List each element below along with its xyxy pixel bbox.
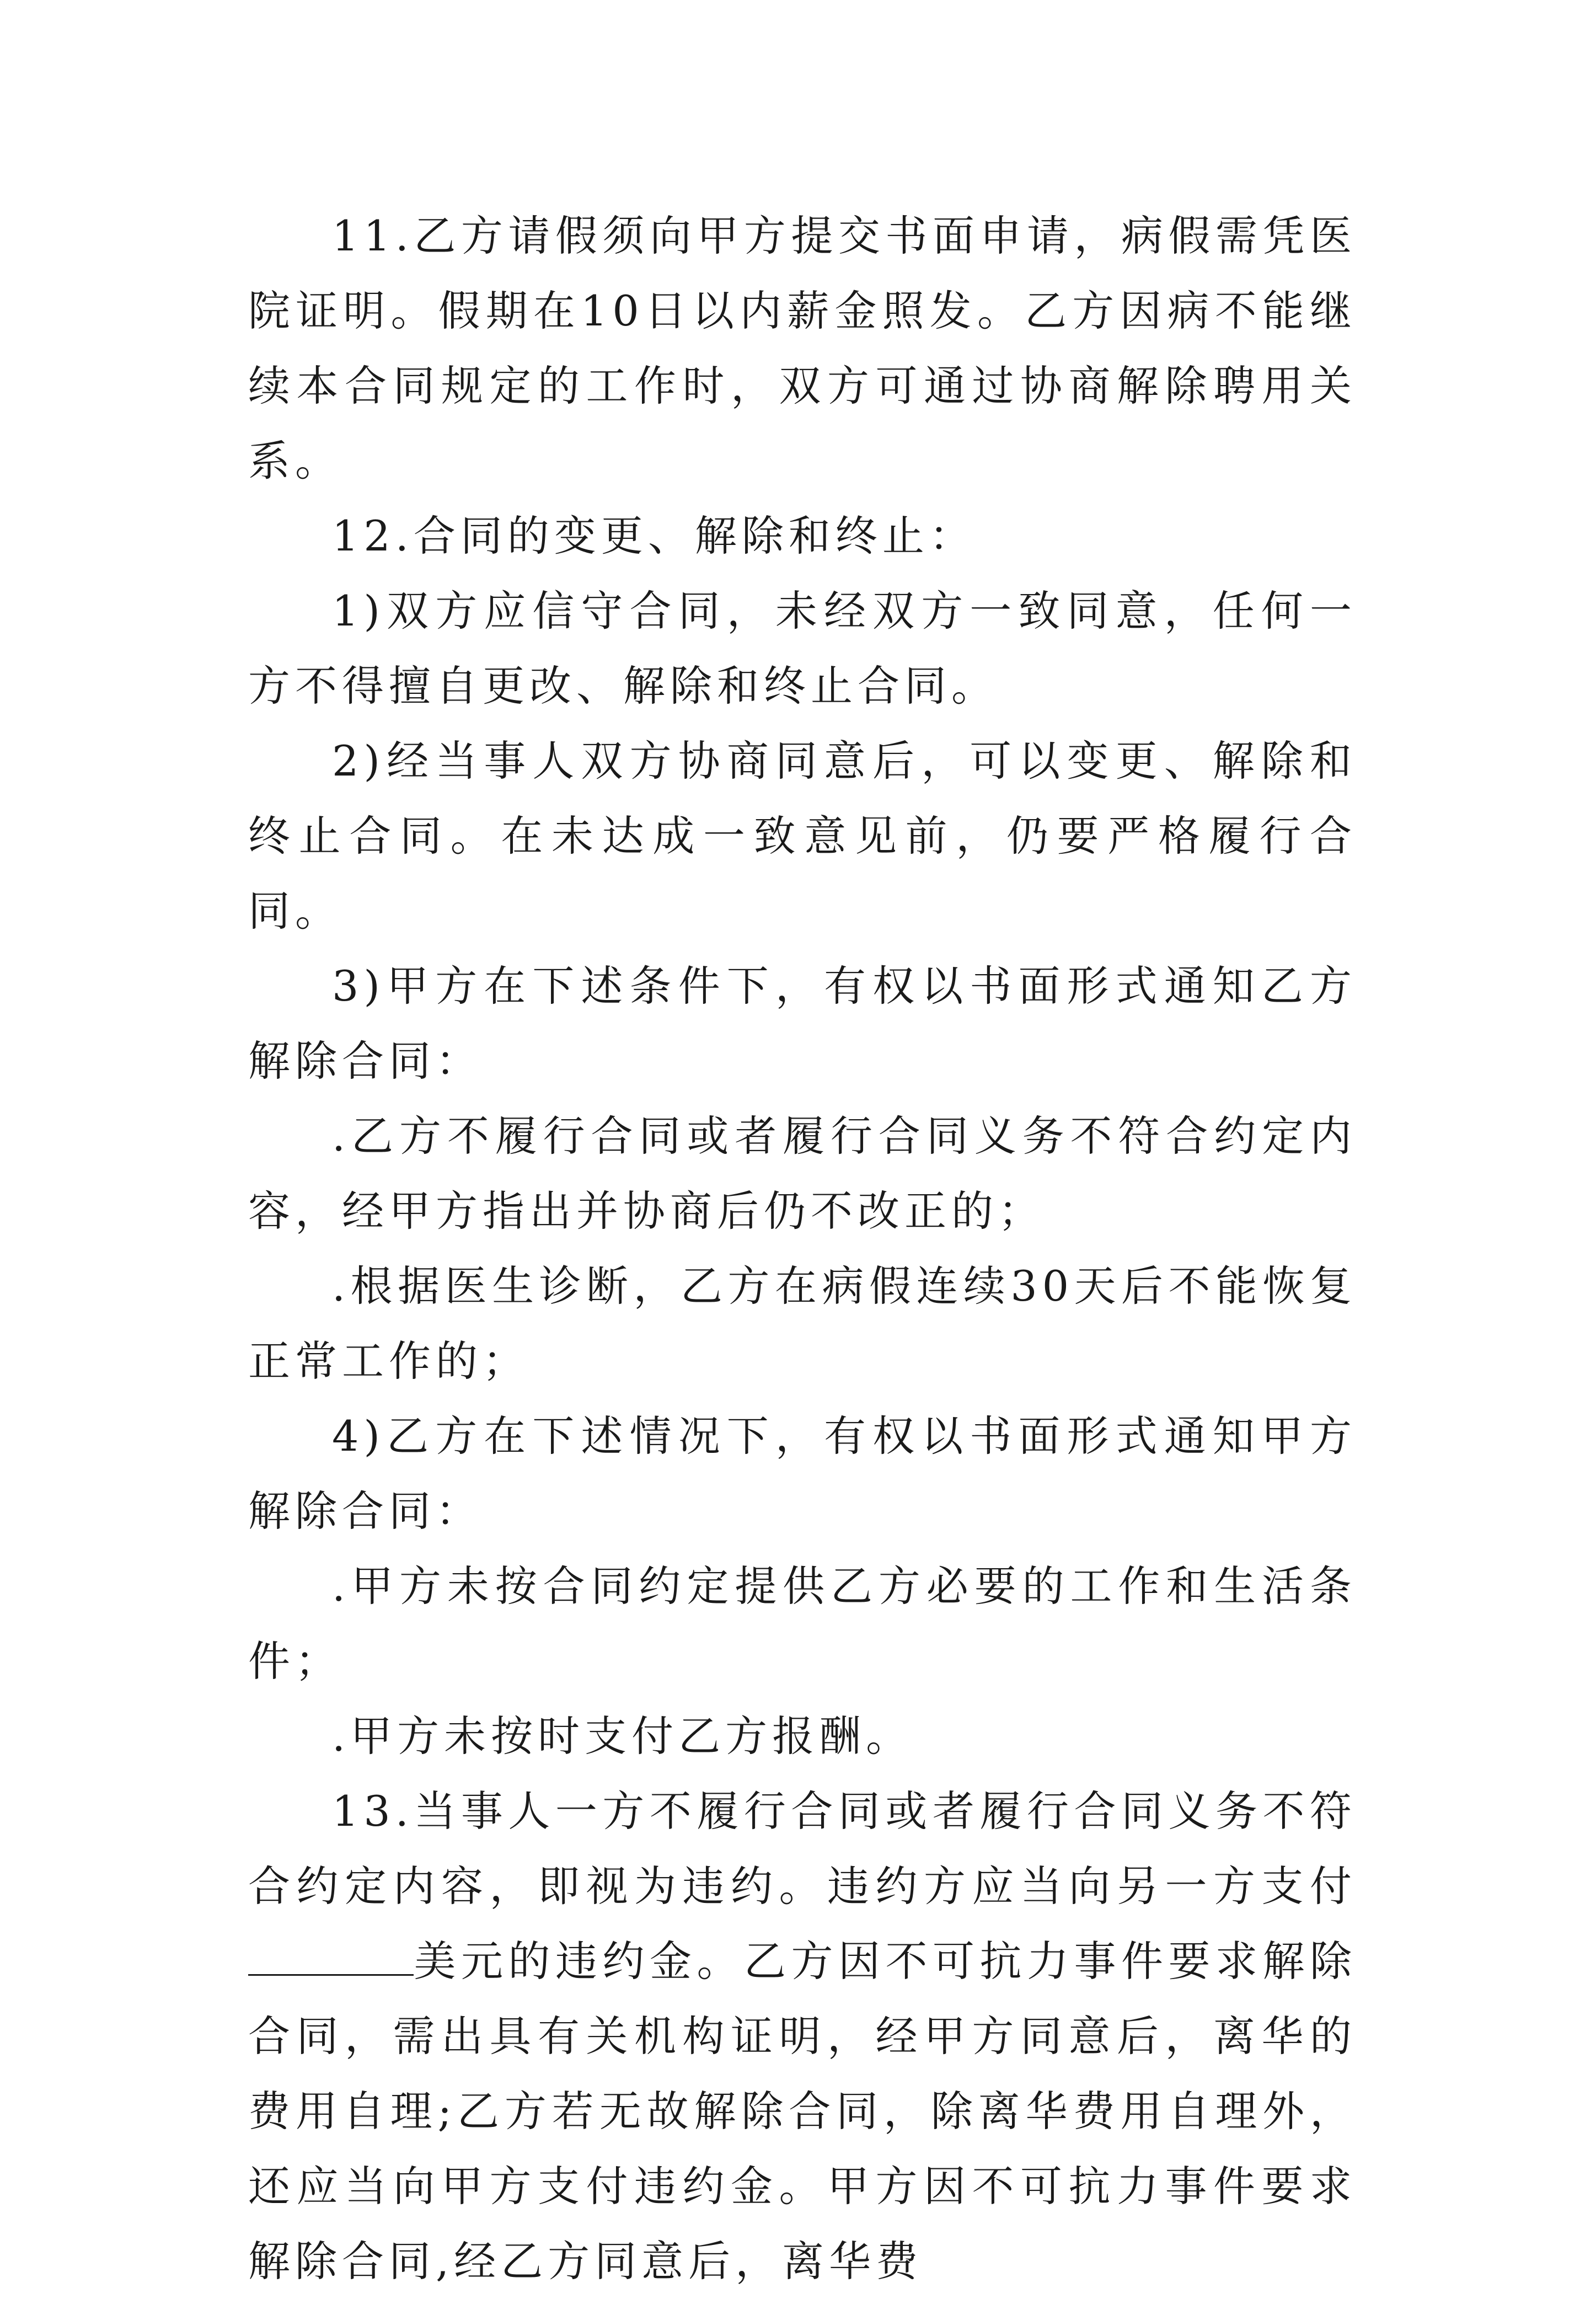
breach-text-after-blank: 美元的违约金。乙方因不可抗力事件要求解除合同，需出具有关机构证明，经甲方同意后，离华的费用自理;乙方若无故解除合同，除离华费用自理外，还应当向甲方支付违约金。甲方因不可抗力事件要求解除合同,经乙方同意后，离华费 [248,1937,1357,2286]
paragraph-clause-2: 2)经当事人双方协商同意后，可以变更、解除和终止合同。在未达成一致意见前，仍要严格履行合同。 [248,736,1357,935]
penalty-amount-blank [248,1938,414,1976]
paragraph-clause-4-item-a: .甲方未按合同约定提供乙方必要的工作和生活条件； [248,1562,1357,1686]
paragraph-clause-3-item-b: .根据医生诊断，乙方在病假连续30天后不能恢复正常工作的； [248,1261,1357,1386]
paragraph-breach-of-contract [248,1774,1357,2299]
paragraph-clause-3-item-a: .乙方不履行合同或者履行合同义务不符合约定内容，经甲方指出并协商后仍不改正的； [248,1111,1357,1236]
breach-text-before-blank: 13.当事人一方不履行合同或者履行合同义务不符合约定内容，即视为违约。违约方应当向另一方支付 [248,1787,1357,1911]
paragraph-clause-4: 4)乙方在下述情况下，有权以书面形式通知甲方解除合同： [248,1412,1357,1536]
paragraph-contract-change-heading: 12.合同的变更、解除和终止： [332,511,976,560]
paragraph-clause-3: 3)甲方在下述条件下，有权以书面形式通知乙方解除合同： [248,961,1357,1086]
paragraph-leave-request: 11.乙方请假须向甲方提交书面申请，病假需凭医院证明。假期在10日以内薪金照发。乙方因病不能继续本合同规定的工作时，双方可通过协商解除聘用关系。 [248,211,1357,485]
paragraph-clause-1: 1)双方应信守合同，未经双方一致同意，任何一方不得擅自更改、解除和终止合同。 [248,586,1357,710]
paragraph-clause-4-item-b: .甲方未按时支付乙方报酬。 [332,1712,913,1761]
document-body [248,199,1357,2299]
